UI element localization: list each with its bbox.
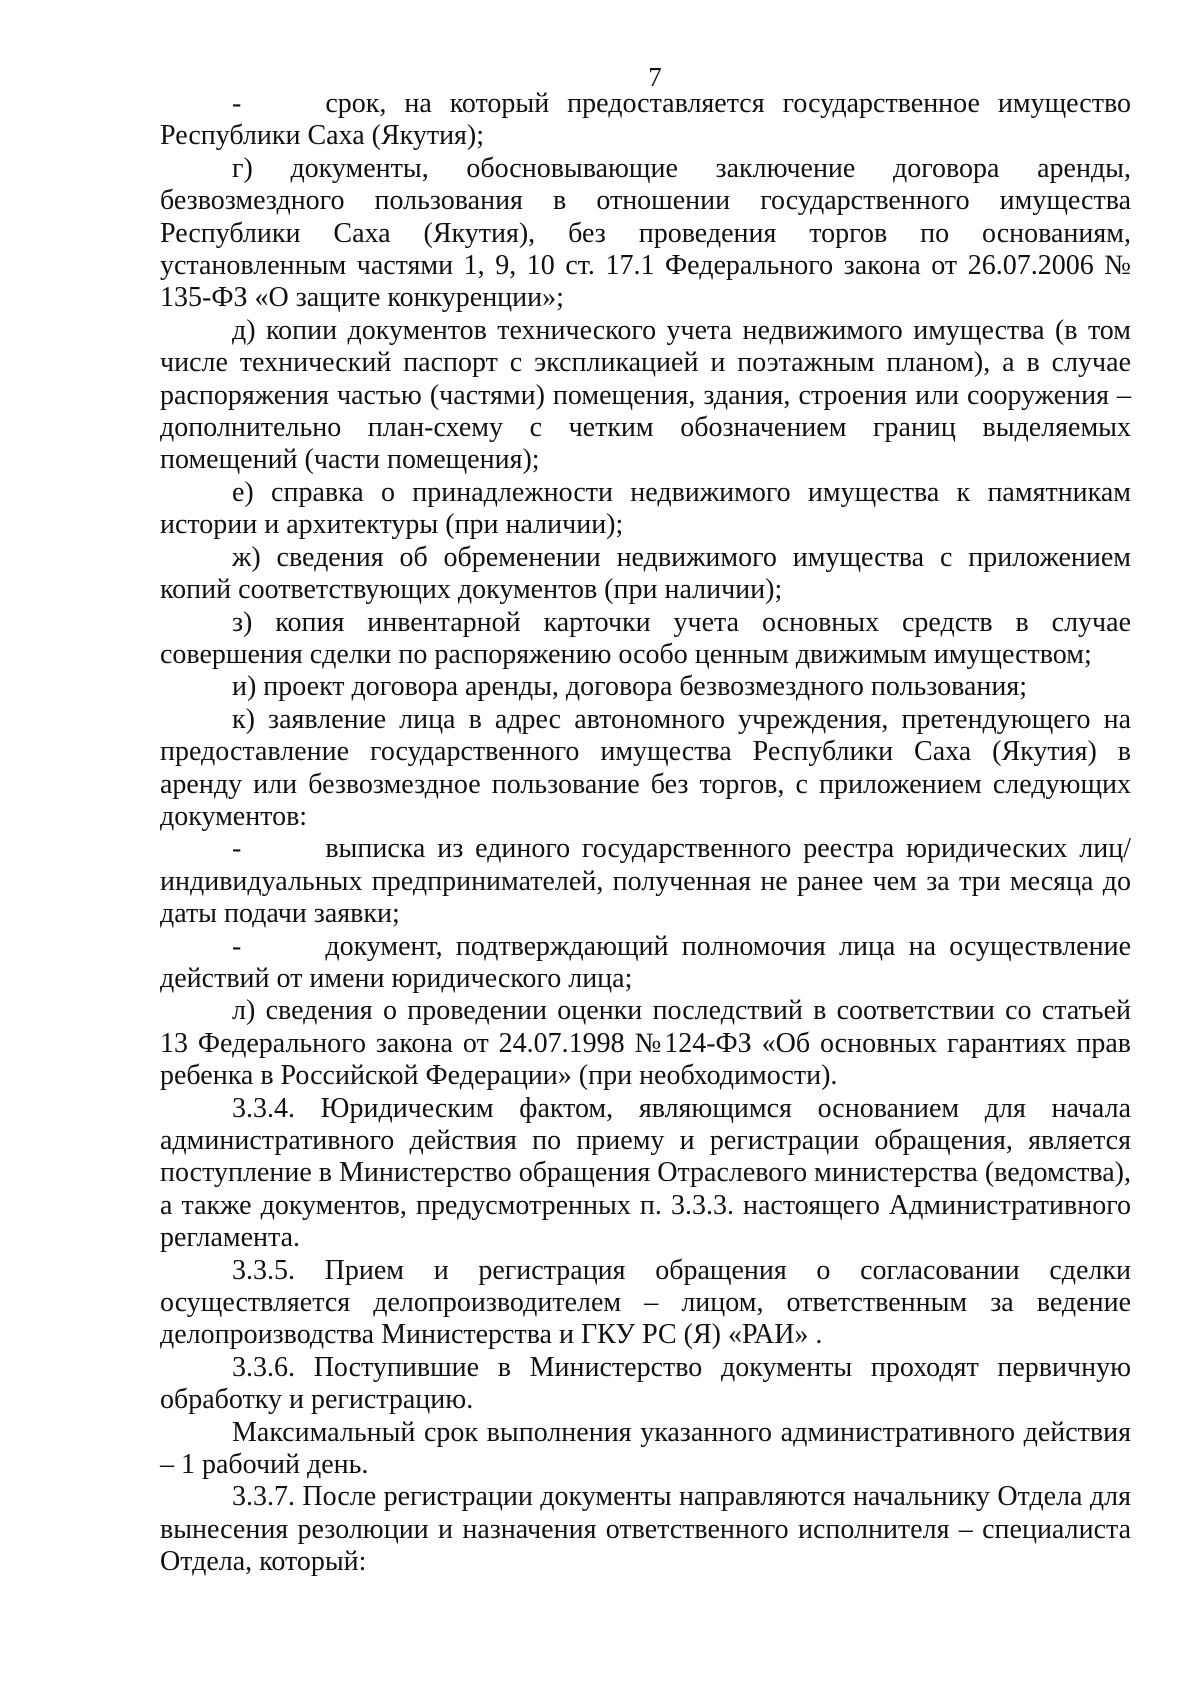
paragraph-item-k: к) заявление лица в адрес автономного учреждения, претендующего на предоставление государственного имущества Республики Саха (Якутия) в аренду или безвозмездное пользование без торгов, с приложением следующих документов: <box>160 703 1131 832</box>
page-number: 7 <box>648 62 662 92</box>
paragraph-authority-document: - документ, подтверждающий полномочия лица на осуществление действий от имени юридического лица; <box>160 930 1131 994</box>
paragraph-3-3-6: 3.3.6. Поступившие в Министерство документы проходят первичную обработку и регистрацию. <box>160 1351 1131 1416</box>
paragraph-3-3-7: 3.3.7. После регистрации документы направляются начальнику Отдела для вынесения резолюции и назначения ответственного исполнителя – специалиста Отдела, который: <box>160 1481 1131 1578</box>
paragraph-3-3-5: 3.3.5. Прием и регистрация обращения о согласовании сделки осуществляется делопроизводителем – лицом, ответственным за ведение делопроизводства Министерства и ГКУ РС (Я) «РАИ» . <box>160 1254 1131 1351</box>
paragraph-lease-term: - срок, на который предоставляется государственное имущество Республики Саха (Якутия); <box>160 88 1131 152</box>
paragraph-max-term: Максимальный срок выполнения указанного административного действия – 1 рабочий день. <box>160 1416 1131 1481</box>
paragraph-item-zh: ж) сведения об обременении недвижимого имущества с приложением копий соответствующих документов (при наличии); <box>160 541 1131 606</box>
paragraph-item-d: д) копии документов технического учета недвижимого имущества (в том числе технический паспорт с экспликацией и поэтажным планом), а в случае распоряжения частью (частями) помещения, здания, строения или сооружения – дополнительно план-схему с четким обозначением границ выделяемых помещений (части помещения); <box>160 314 1131 476</box>
paragraph-3-3-4: 3.3.4. Юридическим фактом, являющимся основанием для начала административного действия по приему и регистрации обращения, является поступление в Министерство обращения Отраслевого министерства (ведомства), а также документов, предусмотренных п. 3.3.3. настоящего Административного регламента. <box>160 1092 1131 1254</box>
paragraph-item-g: г) документы, обосновывающие заключение договора аренды, безвозмездного пользования в отношении государственного имущества Республики Саха (Якутия), без проведения торгов по основаниям, установленным частями 1, 9, 10 ст. 17.1 Федерального закона от 26.07.2006 № 135-ФЗ «О защите конкуренции»; <box>160 152 1131 314</box>
paragraph-item-l: л) сведения о проведении оценки последствий в соответствии со статьей 13 Федерального закона от 24.07.1998 №124-ФЗ «Об основных гарантиях прав ребенка в Российской Федерации» (при необходимости). <box>160 995 1131 1092</box>
paragraph-item-z: з) копия инвентарной карточки учета основных средств в случае совершения сделки по распоряжению особо ценным движимым имуществом; <box>160 606 1131 670</box>
document-body <box>160 88 1131 1579</box>
paragraph-item-i: и) проект договора аренды, договора безвозмездного пользования; <box>232 671 1028 703</box>
paragraph-item-e: е) справка о принадлежности недвижимого имущества к памятникам истории и архитектуры (при наличии); <box>160 476 1131 541</box>
paragraph-registry-extract: - выписка из единого государственного реестра юридических лиц/индивидуальных предпринимателей, полученная не ранее чем за три месяца до даты подачи заявки; <box>160 833 1131 930</box>
